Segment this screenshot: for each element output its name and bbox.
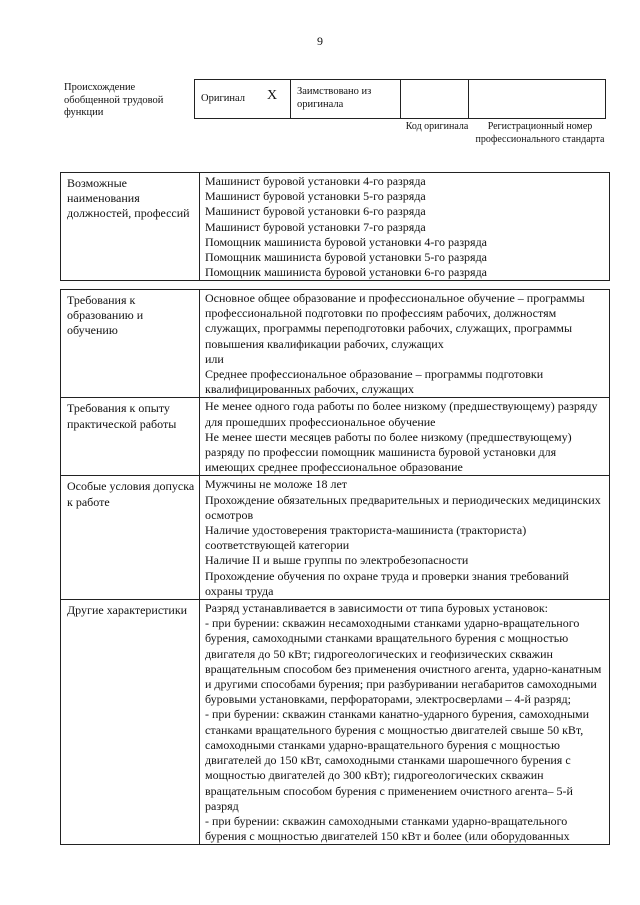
other-value [200, 600, 610, 845]
admission-paragraph: Мужчины не моложе 18 лет [205, 477, 348, 492]
page-number: 9 [317, 34, 323, 48]
experience-value [200, 398, 610, 476]
job-titles-label: Возможные наименования должностей, профессий [61, 173, 200, 281]
experience-paragraph: Не менее шести месяцев работы по более низкому (предшествующему) разряду по профессии помощник машиниста буровой установки для имеющих среднее профессиональное образование [205, 429, 572, 475]
origin-box [194, 79, 606, 119]
requirements-table [60, 289, 610, 845]
job-title-item: Помощник машиниста буровой установки 6-го разряда [205, 265, 488, 280]
admission-paragraph: Наличие II и выше группы по электробезопасности [205, 553, 469, 568]
other-paragraph: - при бурении: скважин несамоходными станками ударно-вращательного бурения, самоходными станками вращательного бурения с мощностью двигателя до 50 кВт; гидрогеологических и геофизических скважин вращательным способом без применения очистного агента, ударно-канатным и другими способами бурения; при разбуривании негабаритов самоходными буровыми установками, перфораторами, электросверлами – 4-й разряд; [205, 616, 602, 707]
other-paragraph: Разряд устанавливается в зависимости от типа буровых установок: [205, 601, 549, 616]
experience-label: Требования к опыту практической работы [61, 398, 200, 476]
reg-caption: Регистрационный номер профессионального стандарта [475, 121, 605, 145]
admission-paragraph: Наличие удостоверения тракториста-машиниста (тракториста) соответствующей категории [205, 523, 527, 553]
admission-paragraph: Прохождение обучения по охране труда и проверки знания требований охраны труда [205, 568, 569, 598]
education-paragraph: Основное общее образование и профессиональное обучение – программы профессиональной подготовки по профессиям рабочих, должностям служащих, программы переподготовки рабочих, служащих, программы повышения квалификации рабочих, служащих [205, 291, 585, 351]
job-title-item: Машинист буровой установки 6-го разряда [205, 204, 426, 219]
education-label: Требования к образованию и обучению [61, 290, 200, 398]
borrowed-cell: Заимствовано из оригинала [291, 80, 401, 118]
job-title-item: Машинист буровой установки 5-го разряда [205, 189, 426, 204]
reg-number-cell [469, 80, 605, 118]
job-titles-list [200, 173, 610, 281]
admission-paragraph: Прохождение обязательных предварительных и периодических медицинских осмотров [205, 492, 601, 522]
origin-label: Происхождение обобщенной трудовой функции [64, 82, 164, 118]
education-paragraph: или [205, 351, 224, 366]
admission-value [200, 476, 610, 600]
code-caption: Код оригинала [405, 121, 469, 132]
job-titles-table [60, 172, 610, 281]
job-title-item: Машинист буровой установки 4-го разряда [205, 174, 426, 188]
other-paragraph: - при бурении: скважин самоходными станками ударно-вращательного бурения с мощностью двигателей 150 кВт и более (или оборудованных [205, 813, 570, 844]
education-value [200, 290, 610, 398]
original-label: Оригинал [201, 92, 245, 104]
education-paragraph: Среднее профессиональное образование – программы подготовки квалифицированных рабочих, служащих [205, 367, 544, 397]
original-cell [195, 80, 291, 118]
job-title-item: Помощник машиниста буровой установки 4-го разряда [205, 234, 488, 249]
code-cell [401, 80, 469, 118]
job-title-item: Машинист буровой установки 7-го разряда [205, 219, 426, 234]
job-title-item: Помощник машиниста буровой установки 5-го разряда [205, 250, 488, 265]
other-label: Другие характеристики [61, 600, 200, 845]
other-paragraph: - при бурении: скважин станками канатно-ударного бурения, самоходными станками вращательного бурения с мощностью двигателей свыше 50 кВт, самоходными станками ударно-вращательного бурения с мощностью двигателей до 150 кВт, самоходными станками шарошечного бурения с мощностью двигателей до 300 кВт); гидрогеологических скважин вращательным способом бурения с применением очистного агента– 5-й разряд [205, 707, 590, 813]
experience-paragraph: Не менее одного года работы по более низкому (предшествующему) разряду для прошедших профессиональное обучение [205, 399, 598, 429]
admission-label: Особые условия допуска к работе [61, 476, 200, 600]
original-mark: X [267, 88, 278, 103]
